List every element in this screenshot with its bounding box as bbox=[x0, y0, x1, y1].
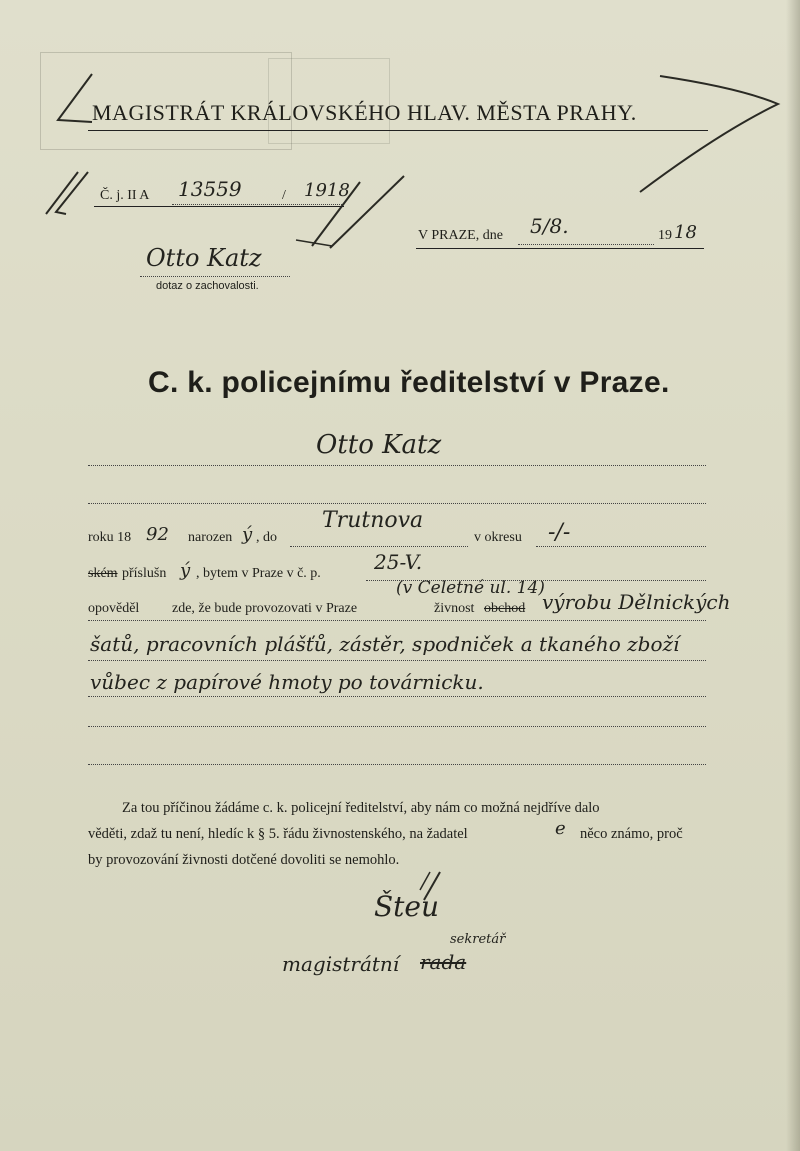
reference-sep: / bbox=[282, 188, 286, 203]
reference-label: Č. j. II A bbox=[100, 188, 150, 203]
reference-number: 13559 bbox=[178, 177, 242, 201]
struck-trade-word: obchod bbox=[484, 601, 526, 616]
trade-dots-1 bbox=[88, 620, 706, 621]
birthplace-dots bbox=[290, 546, 468, 547]
office-title: MAGISTRÁT KRÁLOVSKÉHO HLAV. MĚSTA PRAHY. bbox=[92, 100, 637, 125]
body-line-2b: něco známo, proč bbox=[580, 826, 683, 842]
belonging-label: příslušn bbox=[122, 566, 167, 581]
birthplace-label: , do bbox=[256, 530, 277, 545]
trade-line-1: výrobu Dělnických bbox=[542, 590, 731, 614]
trade-dots-2 bbox=[88, 660, 706, 661]
trade-line-2: šatů, pracovních plášťů, zástěr, spodniček a tkaného zboží bbox=[90, 632, 680, 656]
birth-year: 92 bbox=[146, 524, 169, 545]
subject-dots bbox=[140, 276, 290, 277]
birthplace: Trutnova bbox=[322, 508, 424, 533]
subject-caption: dotaz o zachovalosti. bbox=[156, 280, 259, 292]
reference-rule bbox=[94, 206, 344, 207]
body-line-1: Za tou příčinou žádáme c. k. policejní ředitelství, aby nám co možná nejdříve dalo bbox=[122, 800, 600, 816]
date-rule bbox=[416, 248, 704, 249]
residence-label: , bytem v Praze v č. p. bbox=[196, 566, 321, 581]
body-line-2-hand: e bbox=[555, 818, 566, 839]
district-label: v okresu bbox=[474, 530, 522, 545]
signature-title: magistrátní bbox=[282, 952, 400, 976]
applicant-name: Otto Katz bbox=[316, 430, 442, 460]
signature-title-inserted: sekretář bbox=[450, 932, 506, 947]
district-value: -/- bbox=[548, 520, 571, 545]
subject-name: Otto Katz bbox=[146, 244, 262, 272]
struck-word: ském bbox=[88, 566, 118, 581]
date-value: 5/8. bbox=[530, 214, 569, 238]
header-rule bbox=[88, 130, 708, 131]
belonging-suffix: ý bbox=[180, 560, 191, 581]
body-line-2a: věděti, zdaž tu není, hledíc k § 5. řádu živnostenského, na žadatel bbox=[88, 826, 468, 842]
blank-line-1 bbox=[88, 503, 706, 504]
business-address: (v Celetné ul. 14) bbox=[396, 578, 545, 598]
declared-text: zde, že bude provozovati v Praze bbox=[172, 601, 358, 616]
signature-initials: Šteu bbox=[374, 890, 440, 923]
house-number: 25-V. bbox=[374, 550, 423, 574]
reference-dots bbox=[172, 204, 342, 205]
addressee-heading: C. k. policejnímu ředitelství v Praze. bbox=[148, 366, 670, 399]
year-suffix: 18 bbox=[674, 222, 697, 243]
declared-label: opověděl bbox=[88, 601, 140, 616]
date-dots bbox=[518, 244, 654, 245]
applicant-dots bbox=[88, 465, 706, 466]
district-dots bbox=[536, 546, 706, 547]
reference-year: 1918 bbox=[304, 180, 350, 201]
birth-year-label: roku 18 bbox=[88, 530, 132, 545]
trade-dots-3 bbox=[88, 696, 706, 697]
trade-line-3: vůbec z papírové hmoty po továrnicku. bbox=[90, 670, 484, 694]
year-prefix: 19 bbox=[658, 228, 672, 243]
blank-line-3 bbox=[88, 764, 706, 765]
place-label: V PRAZE, dne bbox=[418, 228, 503, 243]
body-line-3: by provozování živnosti dotčené dovoliti se nemohlo. bbox=[88, 852, 400, 868]
born-label: narozen bbox=[188, 530, 233, 545]
blank-line-2 bbox=[88, 726, 706, 727]
trade-word: živnost bbox=[434, 601, 475, 616]
signature-title-struck: rada bbox=[420, 950, 467, 974]
born-suffix: ý bbox=[242, 524, 253, 545]
